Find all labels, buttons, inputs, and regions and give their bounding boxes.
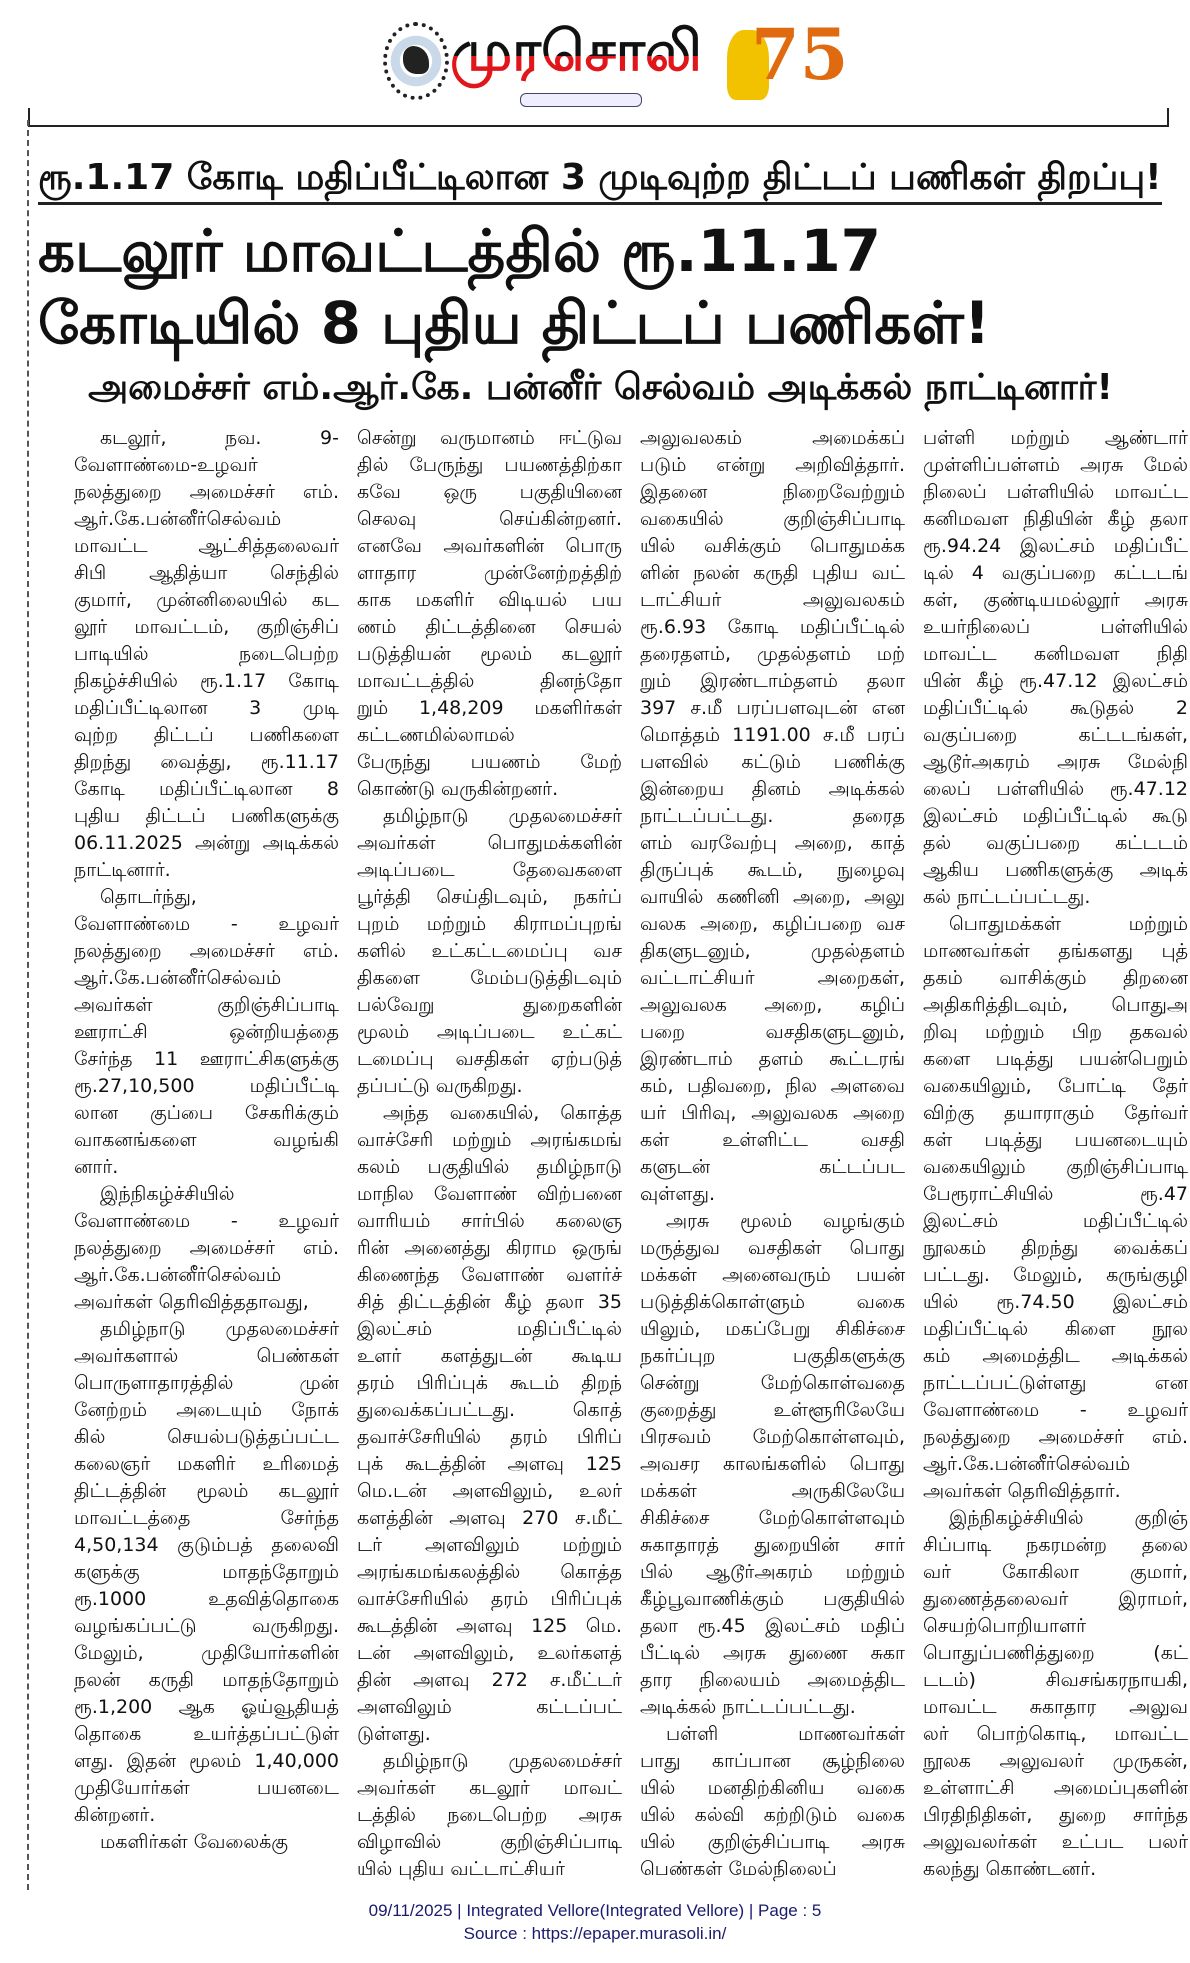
article-paragraph	[923, 911, 1188, 1505]
text-line: ஆடூர்அகரம் அரசு மேல்நி	[923, 751, 1188, 773]
text-line: தொகை உயர்த்தப்பட்டுள்	[74, 1723, 339, 1745]
text-line: வாகனங்களை வழங்கி	[74, 1129, 339, 1151]
article-column-1	[74, 425, 339, 1883]
text-line: தப்பட்டு வருகிறது.	[357, 1075, 523, 1097]
text-line: நிகழ்ச்சியில் ரூ.1.17 கோடி	[74, 670, 339, 692]
text-line: வலக அறை, கழிப்பறை வச	[640, 913, 905, 935]
text-line: தரைதளம், முதல்தளம் மற்	[640, 643, 905, 665]
text-line: வர் கோகிலா குமார்,	[923, 1561, 1188, 1583]
text-line: இலட்சம் மதிப்பீட்டில்	[923, 1210, 1188, 1232]
text-line: அடிக்கல் நாட்டப்பட்டது.	[640, 1696, 856, 1718]
text-line: கனிமவள நிதியின் கீழ் தலா	[923, 508, 1188, 530]
text-line: பிரதிநிதிகள், துறை சார்ந்த	[923, 1804, 1188, 1826]
text-line: உயர்நிலைப் பள்ளியில்	[923, 616, 1188, 638]
text-line: றிவு மற்றும் பிற தகவல்	[923, 1021, 1188, 1043]
text-line: சிபி ஆதித்யா செந்தில்	[74, 562, 339, 584]
text-line: களுடன் கட்டப்பட	[640, 1156, 905, 1178]
text-line: வகுப்பறை கட்டடங்கள்,	[923, 724, 1188, 746]
text-line: நலத்துறை அமைச்சர் எம்.	[74, 940, 339, 962]
article-paragraph	[74, 425, 339, 884]
text-line: தின் அளவு 272 ச.மீட்டர்	[357, 1669, 622, 1691]
text-line: நலன் கருதி மாதந்தோறும்	[74, 1669, 339, 1691]
text-line: கீழ்பூவாணிக்கும் பகுதியில்	[640, 1588, 905, 1610]
text-line: டமைப்பு வசதிகள் ஏற்படுத்	[357, 1048, 622, 1070]
text-line: பிரசவம் மேற்கொள்ளவும்,	[640, 1426, 905, 1448]
text-line: பறை வசதிகளுடனும்,	[640, 1021, 905, 1043]
text-line: துவைக்கப்பட்டது. கொத்	[357, 1399, 622, 1421]
headline-top: ரூ.1.17 கோடி மதிப்பீட்டிலான 3 முடிவுற்ற திட்டப் பணிகள் திறப்பு!	[38, 156, 1162, 205]
text-line: இதனை நிறைவேற்றும்	[640, 481, 905, 503]
text-line: சிப்பாடி நகரமன்ற தலை	[923, 1534, 1188, 1556]
text-line: வாச்சேரி மற்றும் அரங்கமங்	[357, 1129, 622, 1151]
text-line: கலம் பகுதியில் தமிழ்நாடு	[357, 1156, 622, 1178]
text-line: புக் கூடத்தின் அளவு 125	[357, 1453, 622, 1475]
text-line: மாவட்டத்தை சேர்ந்த	[74, 1507, 339, 1529]
text-line: சேர்ந்த 11 ஊராட்சிகளுக்கு	[74, 1048, 339, 1070]
text-line: தலா ரூ.45 இலட்சம் மதிப்	[640, 1615, 905, 1637]
text-line: துணைத்தலைவர் இராமர்,	[923, 1588, 1188, 1610]
text-line: களத்தின் அளவு 270 ச.மீட்	[357, 1507, 622, 1529]
text-line: மொத்தம் 1191.00 ச.மீ பரப்	[640, 724, 905, 746]
text-line: வேளாண்மை - உழவர்	[74, 1210, 339, 1232]
article-paragraph	[357, 1100, 622, 1748]
text-line: மாநில வேளாண் விற்பனை	[357, 1183, 622, 1205]
article-paragraph	[74, 1181, 339, 1316]
text-line: யின் கீழ் ரூ.47.12 இலட்சம்	[923, 670, 1188, 692]
article-paragraph	[923, 1505, 1188, 1883]
text-line: வழங்கப்பட்டு வருகிறது.	[74, 1615, 339, 1637]
text-line: வாரியம் சார்பில் கலைஞ	[357, 1210, 622, 1232]
text-line: நலத்துறை அமைச்சர் எம்.	[923, 1426, 1188, 1448]
text-line: தகம் வாசிக்கும் திறனை	[923, 967, 1188, 989]
text-line: தில் பேருந்து பயணத்திற்கா	[357, 454, 622, 476]
text-line: பள்ளி மற்றும் ஆண்டார்	[923, 427, 1188, 449]
text-line: அளவிலும் கட்டப்பட்	[357, 1696, 622, 1718]
text-line: அவர்கள் குறிஞ்சிப்பாடி	[74, 994, 339, 1016]
text-line: நிலைப் பள்ளியில் மாவட்ட	[923, 481, 1188, 503]
text-line: பல்வேறு துறைகளின்	[357, 994, 622, 1016]
text-line: மாவட்ட சுகாதார அலுவ	[923, 1696, 1188, 1718]
text-line: யில் மனதிற்கினிய வகை	[640, 1777, 905, 1799]
text-line: றும் 1,48,209 மகளிர்கள்	[357, 697, 622, 719]
text-line: அந்த வகையில், கொத்த	[383, 1102, 622, 1124]
text-line: நாட்டினார்.	[74, 859, 171, 881]
text-line: விழாவில் குறிஞ்சிப்பாடி	[357, 1831, 622, 1853]
article-column-2	[357, 425, 622, 1883]
text-line: பொதுப்பணித்துறை (கட்	[923, 1642, 1188, 1664]
text-line: கலைஞர் மகளிர் உரிமைத்	[74, 1453, 339, 1475]
text-line: கோடி மதிப்பீட்டிலான 8	[74, 778, 339, 800]
text-line: இலட்சம் மதிப்பீட்டில்	[357, 1318, 622, 1340]
text-line: கலந்து கொண்டனர்.	[923, 1858, 1097, 1880]
text-line: மெ.டன் அளவிலும், உலர்	[357, 1480, 622, 1502]
text-line: லான குப்பை சேகரிக்கும்	[74, 1102, 339, 1124]
text-line: ளம் வரவேற்பு அறை, காத்	[640, 832, 905, 854]
text-line: தவாச்சேரியில் தரம் பிரிப்	[357, 1426, 622, 1448]
text-line: புறம் மற்றும் கிராமப்புறங்	[357, 913, 622, 935]
text-line: குறைத்து உள்ளூரிலேயே	[640, 1399, 905, 1421]
text-line: நகர்ப்புற பகுதிகளுக்கு	[640, 1345, 905, 1367]
text-line: அவர்களால் பெண்கள்	[74, 1345, 339, 1367]
subheadline: அமைச்சர் எம்.ஆர்.கே. பன்னீர் செல்வம் அடிக்கல் நாட்டினார்!	[88, 367, 1113, 408]
text-line: வகையிலும், போட்டி தேர்	[923, 1075, 1188, 1097]
text-line: பொருளாதாரத்தில் முன்	[74, 1372, 339, 1394]
text-line: ஆர்.கே.பன்னீர்செல்வம்	[923, 1453, 1131, 1475]
text-line: ரூ.94.24 இலட்சம் மதிப்பீட்	[923, 535, 1188, 557]
text-line: நலத்துறை அமைச்சர் எம்.	[74, 481, 339, 503]
text-line: செயற்பொறியாளர்	[923, 1615, 1087, 1637]
text-line: மாவட்ட கனிமவள நிதி	[923, 643, 1188, 665]
text-line: யில் ரூ.74.50 இலட்சம்	[923, 1291, 1188, 1313]
text-line: தமிழ்நாடு முதலமைச்சர்	[383, 805, 622, 827]
text-line: மூலம் அடிப்படை உட்கட்	[357, 1021, 622, 1043]
text-line: அவர்கள் தெரிவித்ததாவது,	[74, 1291, 309, 1313]
text-line: எனவே அவர்களின் பொரு	[357, 535, 622, 557]
text-line: தார நிலையம் அமைத்திட	[640, 1669, 905, 1691]
text-line: கவே ஒரு பகுதியினை	[357, 481, 622, 503]
text-line: மாணவர்கள் தங்களது புத்	[923, 940, 1188, 962]
text-line: அரசு மூலம் வழங்கும்	[666, 1210, 905, 1232]
text-line: பீட்டில் அரசு துணை சுகா	[640, 1642, 905, 1664]
text-line: டில் 4 வகுப்பறை கட்டடங்	[923, 562, 1188, 584]
text-line: டர் அளவிலும் மற்றும்	[357, 1534, 622, 1556]
text-line: தொடர்ந்து,	[100, 886, 197, 908]
text-line: னார்.	[74, 1156, 119, 1178]
article-paragraph	[357, 425, 622, 803]
text-line: ஆகிய பணிகளுக்கு அடிக்	[923, 859, 1188, 881]
column-divider	[27, 120, 29, 1890]
text-line: வுற்ற திட்டப் பணிகளை	[74, 724, 339, 746]
text-line: வாயில் கணினி அறை, அலு	[640, 886, 905, 908]
text-line: களுக்கு மாதந்தோறும்	[74, 1561, 339, 1583]
article-paragraph	[640, 425, 905, 1208]
text-line: கிணைந்த வேளாண் வளர்ச்	[357, 1264, 622, 1286]
text-line: செலவு செய்கின்றனர்.	[357, 508, 622, 530]
text-line: வகையிலும் குறிஞ்சிப்பாடி	[923, 1156, 1188, 1178]
text-line: அலுவலக அறை, கழிப்	[640, 994, 905, 1016]
text-line: கள், குண்டியமல்லூர் அரசு	[923, 589, 1188, 611]
text-line: நாட்டப்பட்டது. தரைத	[640, 805, 905, 827]
text-line: நலத்துறை அமைச்சர் எம்.	[74, 1237, 339, 1259]
article-paragraph	[357, 1748, 622, 1883]
masthead	[0, 0, 1190, 120]
text-line: கல் நாட்டப்பட்டது.	[923, 886, 1091, 908]
text-line: ரூ.1,200 ஆக ஓய்வூதியத்	[74, 1696, 339, 1718]
text-line: ளது. இதன் மூலம் 1,40,000	[74, 1750, 339, 1772]
text-line: வாச்சேரியில் தரம் பிரிப்புக்	[357, 1588, 622, 1610]
text-line: 06.11.2025 அன்று அடிக்கல்	[74, 832, 339, 854]
text-line: ளின் நலன் கருதி புதிய வட்	[640, 562, 905, 584]
text-line: அவர்கள் பொதுமக்களின்	[357, 832, 622, 854]
article-body	[38, 425, 1188, 1883]
party-emblem-logo	[383, 22, 449, 100]
text-line: ஆர்.கே.பன்னீர்செல்வம்	[74, 967, 282, 989]
text-line: லர் பொற்கொடி, மாவட்ட	[923, 1723, 1188, 1745]
text-line: பட்டது. மேலும், கருங்குழி	[923, 1264, 1188, 1286]
text-line: பூர்த்தி செய்திடவும், நகர்ப்	[357, 886, 622, 908]
text-line: அரங்கமங்கலத்தில் கொத்த	[357, 1561, 622, 1583]
text-line: நூலக அலுவலர் முருகன்,	[923, 1750, 1188, 1772]
footer-edition-info: 09/11/2025 | Integrated Vellore(Integrated Vellore) | Page : 5	[368, 1901, 822, 1920]
text-line: 397 ச.மீ பரப்பளவுடன் என	[640, 697, 905, 719]
article-paragraph	[74, 884, 339, 1181]
text-line: ணம் திட்டத்தினை செயல்	[357, 616, 622, 638]
text-line: ரூ.27,10,500 மதிப்பீட்டி	[74, 1075, 339, 1097]
text-line: மக்கள் அனைவரும் பயன்	[640, 1264, 905, 1286]
text-line: டத்தில் நடைபெற்ற அரசு	[357, 1804, 622, 1826]
headline-main: கடலூர் மாவட்டத்தில் ரூ.11.17 கோடியில் 8 புதிய திட்டப் பணிகள்!	[38, 217, 991, 357]
text-line: அவர்கள் கடலூர் மாவட்	[357, 1777, 622, 1799]
text-line: முள்ளிப்பள்ளம் அரசு மேல்	[923, 454, 1188, 476]
text-line: ஊராட்சி ஒன்றியத்தை	[74, 1021, 339, 1043]
text-line: யிலும், மகப்பேறு சிகிச்சை	[640, 1318, 905, 1340]
text-line: தமிழ்நாடு முதலமைச்சர்	[383, 1750, 622, 1772]
text-line: பளவில் கட்டும் பணிக்கு	[640, 751, 905, 773]
text-line: இரண்டாம் தளம் கூட்டரங்	[640, 1048, 905, 1070]
text-line: மாவட்ட ஆட்சித்தலைவர்	[74, 535, 339, 557]
text-line: பொதுமக்கள் மற்றும்	[949, 913, 1188, 935]
text-line: பள்ளி மாணவர்கள்	[666, 1723, 905, 1745]
text-line: கம் அமைத்திட அடிக்கல்	[923, 1345, 1188, 1367]
text-line: பாடியில் நடைபெற்ற	[74, 643, 339, 665]
text-line: திகளுடனும், முதல்தளம்	[640, 940, 905, 962]
text-line: தரம் பிரிப்புக் கூடம் திறந்	[357, 1372, 622, 1394]
text-line: ஆர்.கே.பன்னீர்செல்வம்	[74, 508, 282, 530]
text-line: ரின் அனைத்து கிராம ஒருங்	[357, 1237, 622, 1259]
text-line: யில் குறிஞ்சிப்பாடி அரசு	[640, 1831, 905, 1853]
text-line: வேளாண்மை-உழவர்	[74, 454, 258, 476]
text-line: உளர் களத்துடன் கூடிய	[357, 1345, 622, 1367]
text-line: களை படித்து பயன்பெறும்	[923, 1048, 1188, 1070]
text-line: பாது காப்பான சூழ்நிலை	[640, 1750, 905, 1772]
text-line: குமார், முன்னிலையில் கட	[74, 589, 339, 611]
newspaper-name-logo: முரசொலி	[450, 12, 720, 92]
text-line: மதிப்பீட்டில் கூடுதல் 2	[923, 697, 1188, 719]
text-line: டாட்சியர் அலுவலகம்	[640, 589, 905, 611]
previous-article-box	[28, 108, 1169, 127]
text-line: காக மகளிர் விடியல் பய	[357, 589, 622, 611]
article-paragraph	[357, 803, 622, 1100]
footer-source: Source : https://epaper.murasoli.in/	[463, 1924, 727, 1943]
text-line: வகையில் குறிஞ்சிப்பாடி	[640, 508, 905, 530]
text-line: முதியோர்கள் பயனடை	[74, 1777, 339, 1799]
text-line: னேற்றம் அடையும் நோக்	[74, 1399, 339, 1421]
text-line: கள் படித்து பயனடையும்	[923, 1129, 1188, 1151]
text-line: பெண்கள் மேல்நிலைப்	[640, 1858, 837, 1880]
text-line: யர் பிரிவு, அலுவலக அறை	[640, 1102, 905, 1124]
text-line: சென்று வருமானம் ஈட்டுவ	[357, 427, 622, 449]
text-line: அலுவலர்கள் உட்பட பலர்	[923, 1831, 1188, 1853]
text-line: ரூ.1000 உதவித்தொகை	[74, 1588, 339, 1610]
text-line: கட்டணமில்லாமல்	[357, 724, 515, 746]
article-paragraph	[74, 1316, 339, 1829]
text-line: நாட்டப்பட்டுள்ளது என	[923, 1372, 1188, 1394]
text-line: மகளிர்கள் வேலைக்கு	[100, 1831, 289, 1853]
article-paragraph	[923, 425, 1188, 911]
text-line: வுள்ளது.	[640, 1183, 715, 1205]
text-line: கூடத்தின் அளவு 125 மெ.	[357, 1615, 622, 1637]
text-line: லைப் பள்ளியில் ரூ.47.12	[923, 778, 1188, 800]
text-line: யில் புதிய வட்டாட்சியர்	[357, 1858, 565, 1880]
text-line: டன் அளவிலும், உலர்களத்	[357, 1642, 622, 1664]
text-line: கில் செயல்படுத்தப்பட்ட	[74, 1426, 339, 1448]
text-line: சுகாதாரத் துறையின் சார்	[640, 1534, 905, 1556]
text-line: கம், பதிவறை, நில அளவை	[640, 1075, 905, 1097]
text-line: கொண்டு வருகின்றனர்.	[357, 778, 559, 800]
text-line: இலட்சம் மதிப்பீட்டில் கூடு	[923, 805, 1188, 827]
text-line: ஆர்.கே.பன்னீர்செல்வம்	[74, 1264, 282, 1286]
text-line: படும் என்று அறிவித்தார்.	[640, 454, 905, 476]
text-line: படுத்திக்கொள்ளும் வகை	[640, 1291, 905, 1313]
text-line: மாவட்டத்தில் தினந்தோ	[357, 670, 622, 692]
text-line: மக்கள் அருகிலேயே	[640, 1480, 905, 1502]
text-line: இந்நிகழ்ச்சியில் குறிஞ்	[949, 1507, 1188, 1529]
text-line: மதிப்பீட்டிலான 3 முடி	[74, 697, 339, 719]
text-line: மேலும், முதியோர்களின்	[74, 1642, 339, 1664]
text-line: யில் கல்வி கற்றிடும் வகை	[640, 1804, 905, 1826]
text-line: டடம்) சிவசங்கரநாயகி,	[923, 1669, 1188, 1691]
text-line: உள்ளாட்சி அமைப்புகளின்	[923, 1777, 1188, 1799]
article-paragraph	[640, 1721, 905, 1883]
text-line: யில் வசிக்கும் பொதுமக்க	[640, 535, 905, 557]
text-line: அடிப்படை தேவைகளை	[357, 859, 622, 881]
text-line: றும் இரண்டாம்தளம் தலா	[640, 670, 905, 692]
text-line: கடலூர், நவ. 9-	[100, 427, 339, 449]
article	[38, 156, 1188, 1945]
text-line: திட்டத்தின் மூலம் கடலூர்	[74, 1480, 339, 1502]
text-line: நூலகம் திறந்து வைக்கப்	[923, 1237, 1188, 1259]
article-paragraph	[640, 1208, 905, 1721]
text-line: பில் ஆடூர்அகரம் மற்றும்	[640, 1561, 905, 1583]
text-line: அவசர காலங்களில் பொது	[640, 1453, 905, 1475]
article-column-3	[640, 425, 905, 1883]
text-line: ளாதார முன்னேற்றத்திற்	[357, 562, 622, 584]
text-line: வட்டாட்சியர் அறைகள்,	[640, 967, 905, 989]
text-line: புதிய திட்டப் பணிகளுக்கு	[74, 805, 339, 827]
text-line: இன்றைய தினம் அடிக்கல்	[640, 778, 905, 800]
text-line: டுள்ளது.	[357, 1723, 431, 1745]
text-line: லூர் மாவட்டம், குறிஞ்சிப்	[74, 616, 339, 638]
text-line: பேருந்து பயணம் மேற்	[357, 751, 622, 773]
text-line: சித் திட்டத்தின் கீழ் தலா 35	[357, 1291, 622, 1313]
text-line: 4,50,134 குடும்பத் தலைவி	[74, 1534, 339, 1556]
text-line: பேரூராட்சியில் ரூ.47	[923, 1183, 1188, 1205]
article-column-4	[923, 425, 1188, 1883]
text-line: சென்று மேற்கொள்வதை	[640, 1372, 905, 1394]
text-line: விற்கு தயாராகும் தேர்வர்	[923, 1102, 1188, 1124]
text-line: திகளை மேம்படுத்திடவும்	[357, 967, 622, 989]
text-line: அவர்கள் தெரிவித்தார்.	[923, 1480, 1121, 1502]
text-line: திருப்புக் கூடம், நுழைவு	[640, 859, 905, 881]
text-line: மருத்துவ வசதிகள் பொது	[640, 1237, 905, 1259]
text-line: தமிழ்நாடு முதலமைச்சர்	[100, 1318, 339, 1340]
text-line: அதிகரித்திடவும், பொதுஅ	[923, 994, 1188, 1016]
text-line: வேளாண்மை - உழவர்	[74, 913, 339, 935]
text-line: களில் உட்கட்டமைப்பு வச	[357, 940, 622, 962]
text-line: தல் வகுப்பறை கட்டடம்	[923, 832, 1188, 854]
text-line: இந்நிகழ்ச்சியில்	[100, 1183, 235, 1205]
text-line: திறந்து வைத்து, ரூ.11.17	[74, 751, 339, 773]
text-line: சிகிச்சை மேற்கொள்ளவும்	[640, 1507, 905, 1529]
text-line: கள் உள்ளிட்ட வசதி	[640, 1129, 905, 1151]
text-line: ரூ.6.93 கோடி மதிப்பீட்டில்	[640, 616, 905, 638]
text-line: மதிப்பீட்டில் கிளை நூல	[923, 1318, 1188, 1340]
text-line: வேளாண்மை - உழவர்	[923, 1399, 1188, 1421]
anniversary-number: 75	[751, 13, 849, 96]
masthead-tagline-badge	[520, 93, 642, 107]
article-paragraph	[74, 1829, 339, 1856]
anniversary-badge	[727, 10, 849, 100]
text-line: படுத்தியன் மூலம் கடலூர்	[357, 643, 622, 665]
text-line: அலுவலகம் அமைக்கப்	[640, 427, 905, 449]
text-line: கின்றனர்.	[74, 1804, 156, 1826]
